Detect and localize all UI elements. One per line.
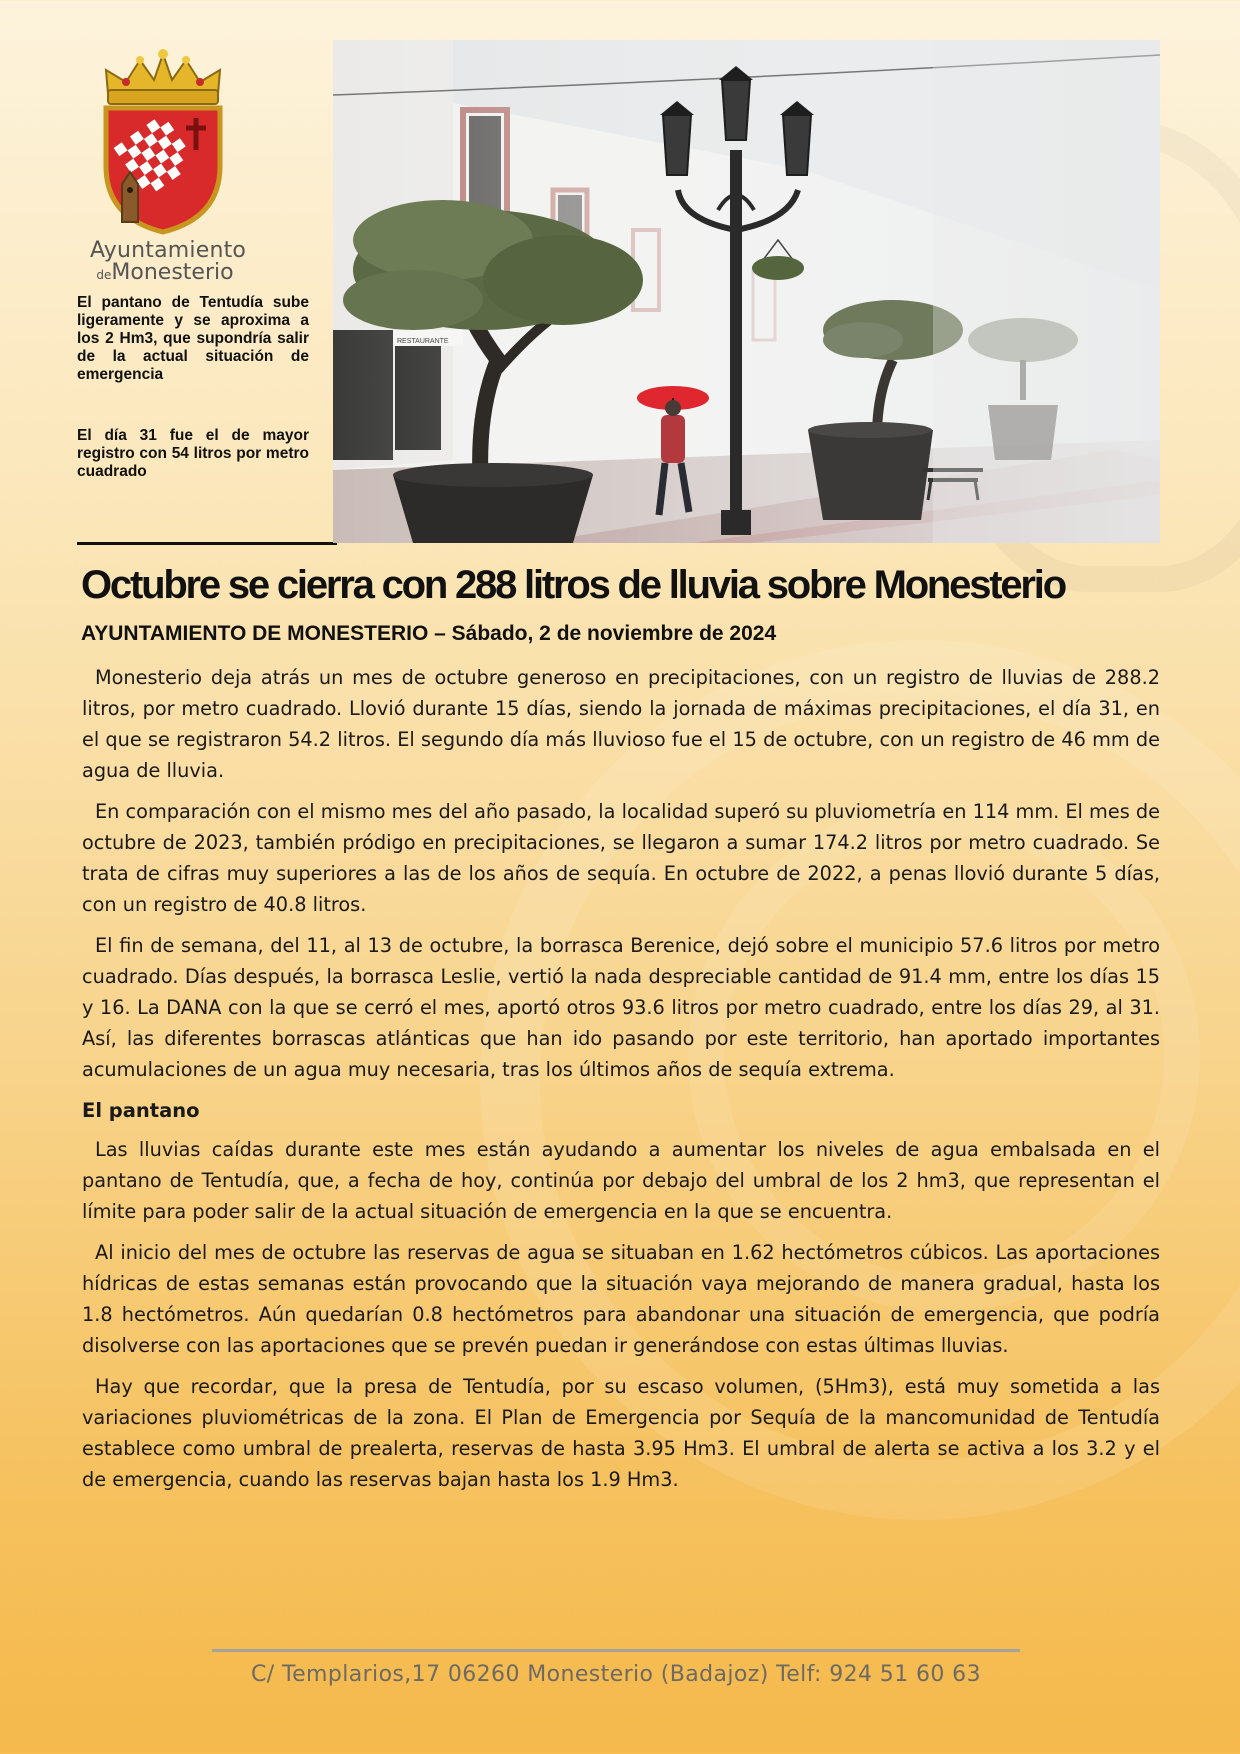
sidebar-highlight-1: El pantano de Tentudía sube ligeramente y se aproxima a los 2 Hm3, que supondría salir de la actual situación de emergencia	[77, 294, 309, 383]
article-subheading: El pantano	[82, 1099, 200, 1122]
article-paragraph: Hay que recordar, que la presa de Tentudía, por su escaso volumen, (5Hm3), está muy sometida a las variaciones pluviométricas de la zona. El Plan de Emergencia por Sequía de la mancomunidad de Tentudía establece como umbral de prealerta, reservas de hasta 3.95 Hm3. El umbral de alerta se activa a los 3.2 y el de emergencia, cuando las reservas bajan hasta los 1.9 Hm3.	[82, 1375, 1160, 1491]
footer-divider	[212, 1649, 1020, 1652]
logo-text-ayuntamiento: Ayuntamiento	[90, 238, 247, 263]
foggy-street-photo	[333, 40, 1160, 543]
footer-address: C/ Templarios,17 06260 Monesterio (Badajoz) Telf: 924 51 60 63	[251, 1662, 981, 1687]
article-paragraph: Al inicio del mes de octubre las reservas de agua se situaban en 1.62 hectómetros cúbicos. Las aportaciones hídricas de estas semanas están provocando que la situación vaya mejorando de manera gradual, hasta los 1.8 hectómetros. Aún quedarían 0.8 hectómetros para abandonar una situación de emergencia, que podría disolverse con las aportaciones que se prevén puedan ir generándose con estas últimas lluvias.	[82, 1241, 1160, 1357]
sidebar-divider	[77, 542, 337, 545]
article-paragraph: El fin de semana, del 11, al 13 de octubre, la borrasca Berenice, dejó sobre el municipio 57.6 litros por metro cuadrado. Días después, la borrasca Leslie, vertió la nada despreciable cantidad de 91.4 mm, entre los días 15 y 16. La DANA con la que se cerró el mes, aportó otros 93.6 litros por metro cuadrado, entre los días 29, al 31. Así, las diferentes borrascas atlánticas que han ido pasando por este territorio, han aportado importantes acumulaciones de un agua muy necesaria, tras los últimos años de sequía extrema.	[82, 934, 1160, 1081]
article-paragraph: Las lluvias caídas durante este mes están ayudando a aumentar los niveles de agua embalsada en el pantano de Tentudía, que, a fecha de hoy, continúa por debajo del umbral de los 2 hm3, que representan el límite para poder salir de la actual situación de emergencia en la que se encuentra.	[82, 1138, 1160, 1223]
article-paragraph: En comparación con el mismo mes del año pasado, la localidad superó su pluviometría en 114 mm. El mes de octubre de 2023, también pródigo en precipitaciones, se llegaron a sumar 174.2 litros por metro cuadrado. Se trata de cifras muy superiores a las de los años de sequía. En octubre de 2022, a penas llovió durante 5 días, con un registro de 40.8 litros.	[82, 800, 1160, 916]
article-headline: Octubre se cierra con 288 litros de lluvia sobre Monesterio	[81, 563, 1065, 607]
logo-text-monesterio: deMonesterio	[96, 260, 234, 285]
sidebar-highlight-2: El día 31 fue el de mayor registro con 54 litros por metro cuadrado	[77, 427, 309, 480]
coat-of-arms-logo	[88, 46, 238, 236]
article-body	[82, 662, 1160, 1505]
article-paragraph: Monesterio deja atrás un mes de octubre generoso en precipitaciones, con un registro de lluvias de 288.2 litros, por metro cuadrado. Llovió durante 15 días, siendo la jornada de máximas precipitaciones, el día 31, en el que se registraron 54.2 litros. El segundo día más lluvioso fue el 15 de octubre, con un registro de 46 mm de agua de lluvia.	[82, 666, 1160, 782]
article-byline: AYUNTAMIENTO DE MONESTERIO – Sábado, 2 de noviembre de 2024	[81, 622, 777, 645]
